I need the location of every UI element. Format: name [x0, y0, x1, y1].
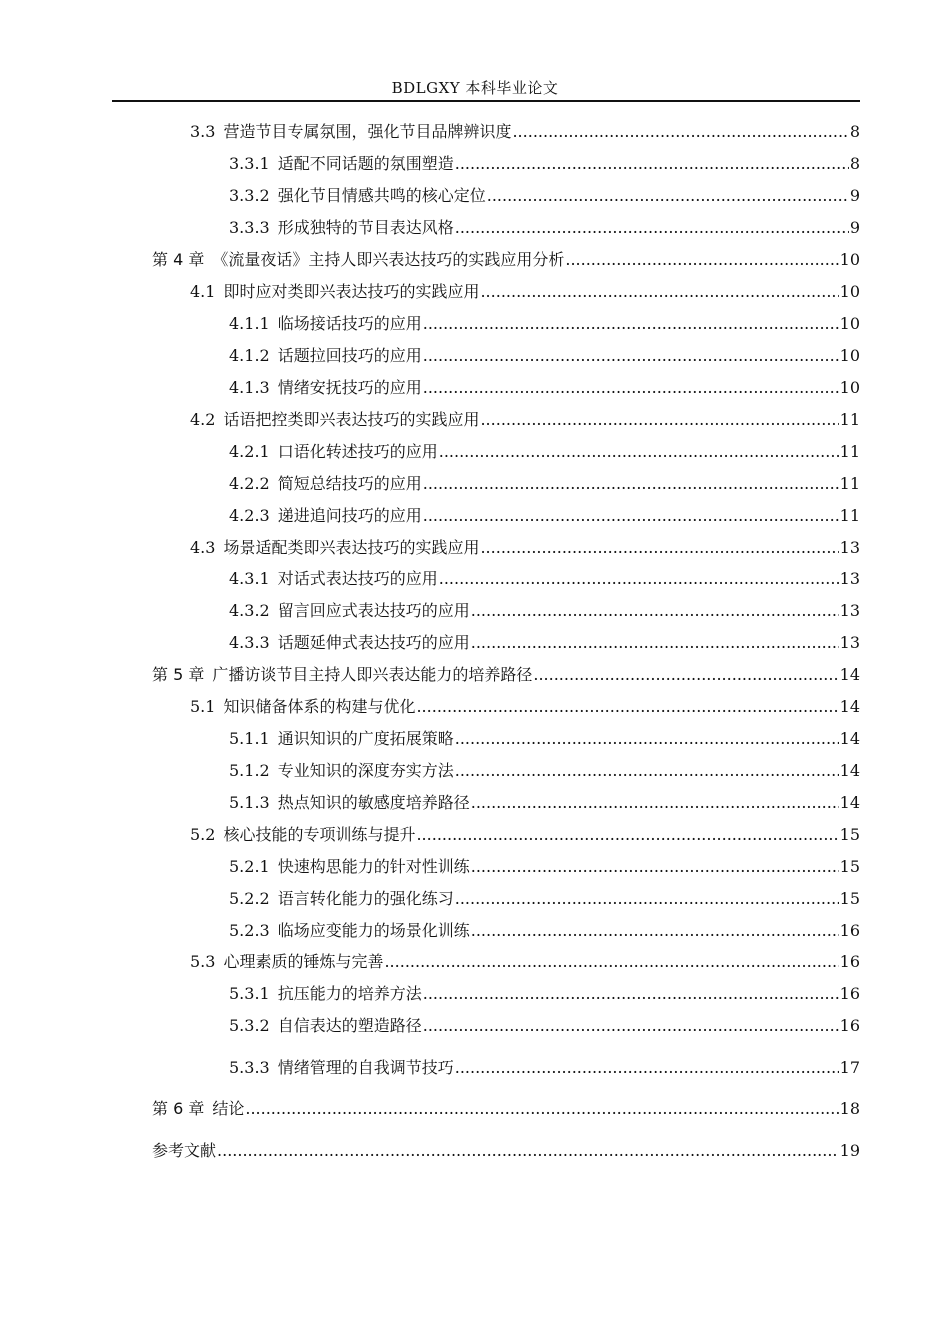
toc-leader-dots: [423, 983, 839, 1005]
toc-entry-number: 4.1.2: [229, 346, 270, 365]
toc-entry[interactable]: [229, 217, 860, 239]
toc-entry[interactable]: [229, 728, 860, 750]
toc-entry-number: 3.3.2: [229, 186, 270, 205]
toc-entry-title: 话题延伸式表达技巧的应用: [277, 633, 470, 652]
toc-page-number: 14: [839, 793, 860, 812]
toc-entry-number: 4.1.3: [229, 378, 270, 397]
toc-leader-dots: [487, 185, 849, 207]
toc-page-number: 10: [839, 378, 860, 397]
toc-entry[interactable]: [190, 409, 860, 431]
toc-entry[interactable]: [190, 121, 860, 143]
toc-leader-dots: [455, 1057, 839, 1079]
toc-entry-number: 5.2.1: [229, 857, 270, 876]
toc-entry[interactable]: [229, 983, 860, 1005]
toc-entry-title: 专业知识的深度夯实方法: [277, 761, 454, 780]
toc-entry-number: 5.3.1: [229, 984, 270, 1003]
toc-leader-dots: [455, 728, 839, 750]
toc-page-number: 15: [839, 857, 860, 876]
page-header: BDLGXY 本科毕业论文: [391, 79, 559, 97]
toc-entry-title: 热点知识的敏感度培养路径: [277, 793, 470, 812]
toc-page-number: 16: [839, 1016, 860, 1035]
toc-entry-title: 适配不同话题的氛围塑造: [277, 154, 454, 173]
toc-entry[interactable]: [190, 696, 860, 718]
toc-entry-number: 3.3.3: [229, 218, 270, 237]
toc-entry[interactable]: [229, 888, 860, 910]
toc-entry[interactable]: [229, 377, 860, 399]
toc-leader-dots: [423, 345, 839, 367]
toc-entry[interactable]: [229, 1057, 860, 1079]
toc-page-number: 17: [839, 1058, 860, 1077]
toc-leader-dots: [423, 505, 839, 527]
toc-entry-number: 5.1.1: [229, 729, 270, 748]
toc-page-number: 14: [839, 761, 860, 780]
toc-entry[interactable]: [229, 856, 860, 878]
toc-page-number: 11: [839, 506, 860, 525]
toc-leader-dots: [480, 409, 838, 431]
toc-page-number: 14: [839, 697, 860, 716]
toc-page-number: 15: [839, 889, 860, 908]
toc-leader-dots: [416, 824, 838, 846]
toc-entry-title: 语言转化能力的强化练习: [277, 889, 454, 908]
toc-entry-title: 形成独特的节目表达风格: [277, 218, 454, 237]
toc-entry-number: 4.3.2: [229, 601, 270, 620]
toc-page-number: 15: [839, 825, 860, 844]
toc-leader-dots: [384, 951, 838, 973]
toc-leader-dots: [423, 473, 839, 495]
toc-entry[interactable]: [229, 760, 860, 782]
toc-entry-number: 第 4 章: [152, 250, 205, 269]
toc-entry-number: 4.1.1: [229, 314, 270, 333]
toc-entry-title: 抗压能力的培养方法: [277, 984, 422, 1003]
toc-page-number: 16: [839, 984, 860, 1003]
toc-leader-dots: [217, 1140, 839, 1162]
toc-leader-dots: [245, 1098, 838, 1120]
toc-page-number: 13: [839, 569, 860, 588]
toc-entry-title: 情绪管理的自我调节技巧: [277, 1058, 454, 1077]
toc-page-number: 10: [839, 314, 860, 333]
toc-entry-title: 自信表达的塑造路径: [277, 1016, 422, 1035]
toc-entry[interactable]: [152, 1098, 860, 1120]
toc-page-number: 11: [839, 442, 860, 461]
toc-entry[interactable]: [190, 537, 860, 559]
toc-page-number: 14: [839, 665, 860, 684]
toc-entry-number: 5.2.3: [229, 921, 270, 940]
toc-entry-title: 即时应对类即兴表达技巧的实践应用: [223, 282, 480, 301]
toc-entry-title: 通识知识的广度拓展策略: [277, 729, 454, 748]
toc-entry-number: 5.3: [190, 952, 216, 971]
toc-entry[interactable]: [229, 568, 860, 590]
toc-entry[interactable]: [229, 792, 860, 814]
toc-entry-number: 5.1.3: [229, 793, 270, 812]
toc-page-number: 9: [849, 186, 860, 205]
toc-page-number: 13: [839, 538, 860, 557]
toc-entry[interactable]: [229, 473, 860, 495]
toc-page-number: 13: [839, 633, 860, 652]
toc-leader-dots: [512, 121, 848, 143]
toc-entry-number: 4.3.3: [229, 633, 270, 652]
toc-entry-title: 场景适配类即兴表达技巧的实践应用: [223, 538, 480, 557]
toc-page-number: 10: [839, 282, 860, 301]
toc-entry[interactable]: [190, 281, 860, 303]
toc-page-number: 16: [839, 921, 860, 940]
toc-entry-title: 对话式表达技巧的应用: [277, 569, 438, 588]
toc-page-number: 9: [849, 218, 860, 237]
toc-page-number: 16: [839, 952, 860, 971]
header-rule: [112, 100, 860, 102]
toc-entry-number: 5.1: [190, 697, 216, 716]
toc-leader-dots: [455, 760, 839, 782]
toc-entry-number: 4.2.3: [229, 506, 270, 525]
toc-entry[interactable]: [229, 920, 860, 942]
toc-entry-number: 5.3.3: [229, 1058, 270, 1077]
toc-entry-title: 营造节目专属氛围，强化节目品牌辨识度: [223, 122, 512, 141]
toc-entry[interactable]: [229, 345, 860, 367]
toc-entry-number: 5.2: [190, 825, 216, 844]
toc-entry-number: 3.3.1: [229, 154, 270, 173]
toc-entry[interactable]: [229, 185, 860, 207]
toc-entry[interactable]: [229, 505, 860, 527]
toc-entry-title: 情绪安抚技巧的应用: [277, 378, 422, 397]
toc-leader-dots: [533, 664, 838, 686]
toc-leader-dots: [423, 1015, 839, 1037]
toc-leader-dots: [471, 920, 839, 942]
toc-entry-number: 3.3: [190, 122, 216, 141]
toc-entry-title: 临场接话技巧的应用: [277, 314, 422, 333]
toc-leader-dots: [423, 377, 839, 399]
toc-leader-dots: [455, 217, 849, 239]
toc-page-number: 11: [839, 410, 860, 429]
toc-page-number: 10: [839, 250, 860, 269]
toc-entry-title: 递进追问技巧的应用: [277, 506, 422, 525]
toc-leader-dots: [471, 632, 839, 654]
toc-page-number: 13: [839, 601, 860, 620]
toc-entry-number: 5.1.2: [229, 761, 270, 780]
toc-entry[interactable]: [229, 441, 860, 463]
toc-page-number: 11: [839, 474, 860, 493]
toc-entry-title: 留言回应式表达技巧的应用: [277, 601, 470, 620]
toc-entry-number: 5.2.2: [229, 889, 270, 908]
toc-entry-number: 4.1: [190, 282, 216, 301]
toc-entry-title: 话题拉回技巧的应用: [277, 346, 422, 365]
toc-entry-title: 简短总结技巧的应用: [277, 474, 422, 493]
toc-entry[interactable]: [229, 600, 860, 622]
toc-leader-dots: [480, 537, 838, 559]
toc-leader-dots: [439, 568, 839, 590]
toc-leader-dots: [480, 281, 838, 303]
toc-entry-title: 《流量夜话》主持人即兴表达技巧的实践应用分析: [212, 250, 565, 269]
toc-entry[interactable]: [229, 1015, 860, 1037]
toc-entry-title: 心理素质的锤炼与完善: [223, 952, 384, 971]
toc-entry-number: 4.3.1: [229, 569, 270, 588]
toc-entry[interactable]: [229, 153, 860, 175]
toc-entry-number: 5.3.2: [229, 1016, 270, 1035]
toc-leader-dots: [439, 441, 839, 463]
toc-entry-title: 结论: [212, 1099, 245, 1118]
toc-entry-number: 第 6 章: [152, 1099, 205, 1118]
toc-entry-title: 核心技能的专项训练与提升: [223, 825, 416, 844]
toc-leader-dots: [471, 856, 839, 878]
toc-leader-dots: [471, 792, 839, 814]
toc-entry-title: 参考文献: [152, 1141, 217, 1160]
toc-entry-title: 口语化转述技巧的应用: [277, 442, 438, 461]
toc-entry-title: 广播访谈节目主持人即兴表达能力的培养路径: [212, 665, 533, 684]
toc-entry-title: 快速构思能力的针对性训练: [277, 857, 470, 876]
toc-entry[interactable]: [190, 824, 860, 846]
toc-leader-dots: [416, 696, 838, 718]
toc-leader-dots: [455, 888, 839, 910]
toc-entry[interactable]: [152, 664, 860, 686]
toc-page-number: 8: [849, 122, 860, 141]
toc-entry-number: 第 5 章: [152, 665, 205, 684]
toc-entry-number: 4.2.1: [229, 442, 270, 461]
toc-entry[interactable]: [152, 249, 860, 271]
toc-page-number: 14: [839, 729, 860, 748]
toc-entry-number: 4.3: [190, 538, 216, 557]
toc-page-number: 19: [839, 1141, 860, 1160]
toc-entry-title: 临场应变能力的场景化训练: [277, 921, 470, 940]
toc-entry-references[interactable]: [152, 1140, 860, 1162]
toc-leader-dots: [565, 249, 838, 271]
toc-entry-title: 话语把控类即兴表达技巧的实践应用: [223, 410, 480, 429]
toc-page-number: 18: [839, 1099, 860, 1118]
toc-entry-title: 强化节目情感共鸣的核心定位: [277, 186, 486, 205]
toc-entry[interactable]: [229, 313, 860, 335]
toc-entry-number: 4.2.2: [229, 474, 270, 493]
toc-page-number: 8: [849, 154, 860, 173]
toc-entry[interactable]: [229, 632, 860, 654]
toc-leader-dots: [455, 153, 849, 175]
toc-entry-number: 4.2: [190, 410, 216, 429]
toc-entry-title: 知识储备体系的构建与优化: [223, 697, 416, 716]
toc-page-number: 10: [839, 346, 860, 365]
toc-entry[interactable]: [190, 951, 860, 973]
toc-leader-dots: [423, 313, 839, 335]
toc-leader-dots: [471, 600, 839, 622]
